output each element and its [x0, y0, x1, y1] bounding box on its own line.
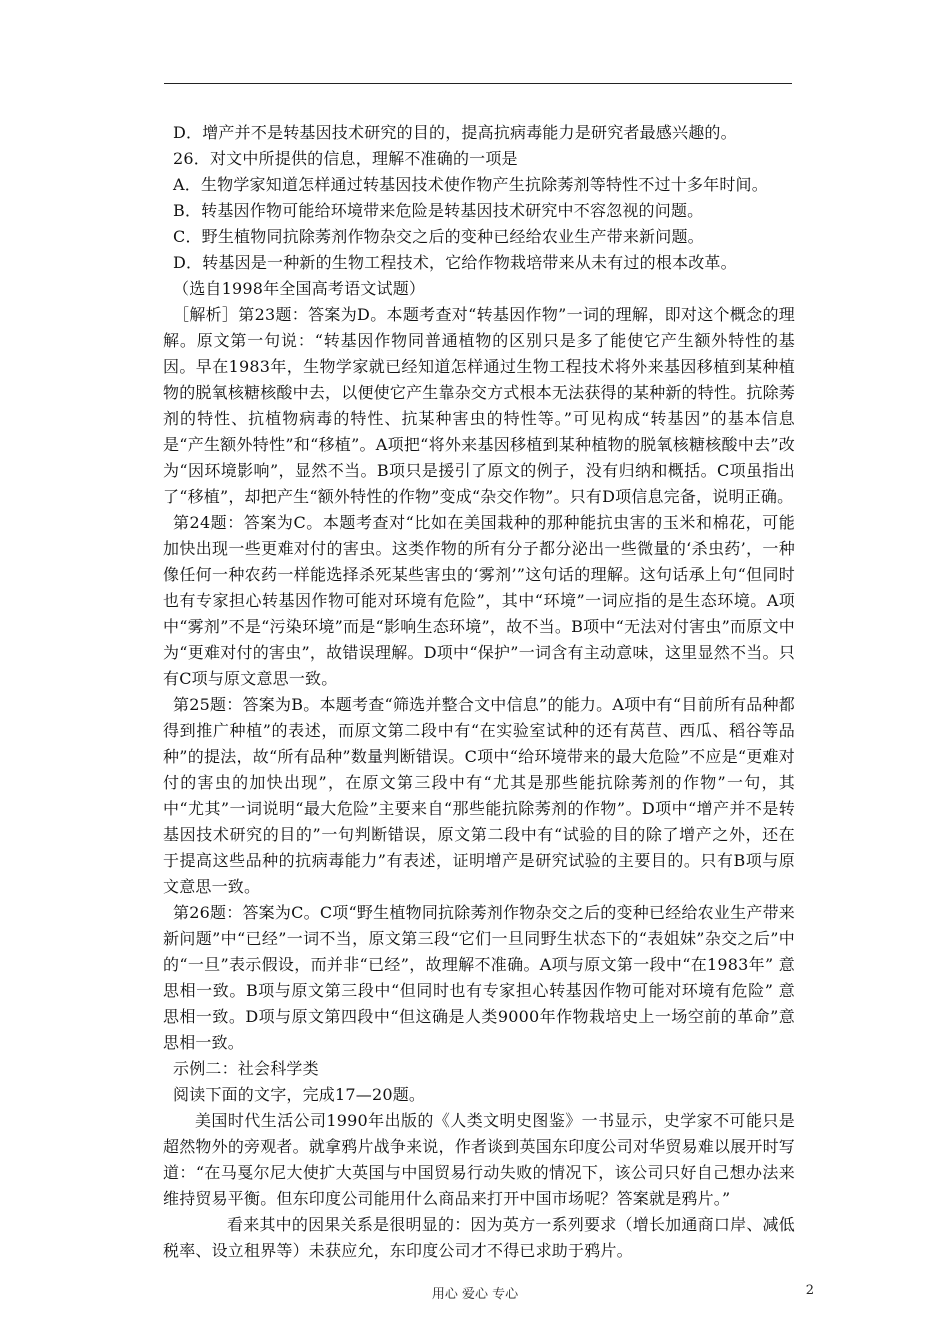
analysis-q23: ［解析］第23题：答案为D。本题考查对“转基因作物”一词的理解，即对这个概念的理解。原文第一句说：“转基因作物同普通植物的区别只是多了能使它产生额外特性的基因。早在1983年，生物学家就已经知道怎样通过生物工程技术将外来基因移植到某种植物的脱氧核糖核酸中去，以便使它产生靠杂交方式根本无法获得的某种新的特性。抗除莠剂的特性、抗植物病毒的特性、抗某种害虫的特性等。”可见构成“转基因”的基本信息是“产生额外特性”和“移植”。A项把“将外来基因移植到某种植物的脱氧核糖核酸中去”改为“因环境影响”，显然不当。B项只是援引了原文的例子，没有归纳和概括。C项虽指出了“移植”，却把产生“额外特性的作物”变成“杂交作物”。只有D项信息完备，说明正确。 — [163, 305, 795, 506]
option-d-q26: D．转基因是一种新的生物工程技术，它给作物栽培带来从未有过的根本改革。 — [173, 253, 737, 272]
example-two-heading: 示例二：社会科学类 — [173, 1059, 319, 1078]
passage-paragraph-2: 看来其中的因果关系是很明显的：因为英方一系列要求（增长加通商口岸、减低税率、设立租界等）未获应允，东印度公司才不得已求助于鸦片。 — [163, 1215, 795, 1260]
page-number: 2 — [805, 1283, 814, 1298]
document-body — [163, 120, 795, 1264]
option-b-q26: B．转基因作物可能给环境带来危险是转基因技术研究中不容忽视的问题。 — [173, 201, 704, 220]
option-c-q26: C．野生植物同抗除莠剂作物杂交之后的变种已经给农业生产带来新问题。 — [173, 227, 704, 246]
question-26: 26．对文中所提供的信息，理解不准确的一项是 — [173, 149, 518, 168]
analysis-q26: 第26题：答案为C。C项“野生植物同抗除莠剂作物杂交之后的变种已经给农业生产带来新问题”中“已经”一词不当，原文第三段“它们一旦同野生状态下的“表姐妹”杂交之后”中的“一旦”表示假设，而并非“已经”，故理解不准确。A项与原文第一段中“在1983年” 意思相一致。B项与原文第三段中“但同时也有专家担心转基因作物可能对环境有危险” 意思相一致。D项与原文第四段中“但这确是人类9000年作物栽培史上一场空前的革命”意思相一致。 — [163, 903, 795, 1052]
analysis-q25: 第25题：答案为B。本题考查“筛选并整合文中信息”的能力。A项中有“目前所有品种都得到推广种植”的表述，而原文第二段中有“在实验室试种的还有莴苣、西瓜、稻谷等品种”的提法，故“所有品种”数量判断错误。C项中“给环境带来的最大危险”不应是“更难对付的害虫的加快出现”，在原文第三段中有“尤其是那些能抗除莠剂的作物”一句，其中“尤其”一词说明“最大危险”主要来自“那些能抗除莠剂的作物”。D项中“增产并不是转基因技术研究的目的”一句判断错误，原文第二段中有“试验的目的除了增产之外，还在于提高这些品种的抗病毒能力”有表述，证明增产是研究试验的主要目的。只有B项与原文意思一致。 — [163, 695, 795, 896]
option-a-q26: A．生物学家知道怎样通过转基因技术使作物产生抗除莠剂等特性不过十多年时间。 — [173, 175, 768, 194]
option-d-q25: D．增产并不是转基因技术研究的目的，提高抗病毒能力是研究者最感兴趣的。 — [173, 123, 737, 142]
footer-motto: 用心 爱心 专心 — [431, 1287, 519, 1302]
header-rule — [164, 83, 792, 84]
source-note: （选自1998年全国高考语文试题） — [173, 279, 426, 298]
passage-paragraph-1: 美国时代生活公司1990年出版的《人类文明史图鉴》一书显示，史学家不可能只是超然物外的旁观者。就拿鸦片战争来说，作者谈到英国东印度公司对华贸易难以展开时写道：“在马戛尔尼大使扩大英国与中国贸易行动失败的情况下，该公司只好自己想办法来维持贸易平衡。但东印度公司能用什么商品来打开中国市场呢？答案就是鸦片。” — [163, 1111, 795, 1208]
page-footer — [0, 1283, 950, 1303]
analysis-q24: 第24题：答案为C。本题考查对“比如在美国栽种的那种能抗虫害的玉米和棉花，可能加快出现一些更难对付的害虫。这类作物的所有分子都分泌出一些微量的‘杀虫药’，一种像任何一种农药一样能选择杀死某些害虫的‘雾剂’”这句话的理解。这句话承上句“但同时也有专家担心转基因作物可能对环境有危险”，其中“环境”一词应指的是生态环境。A项中“雾剂”不是“污染环境”而是“影响生态环境”，故不当。B项中“无法对付害虫”而原文中为“更难对付的害虫”，故错误理解。D项中“保护”一词含有主动意味，这里显然不当。只有C项与原文意思一致。 — [163, 513, 795, 688]
reading-instruction: 阅读下面的文字，完成17—20题。 — [173, 1085, 426, 1104]
